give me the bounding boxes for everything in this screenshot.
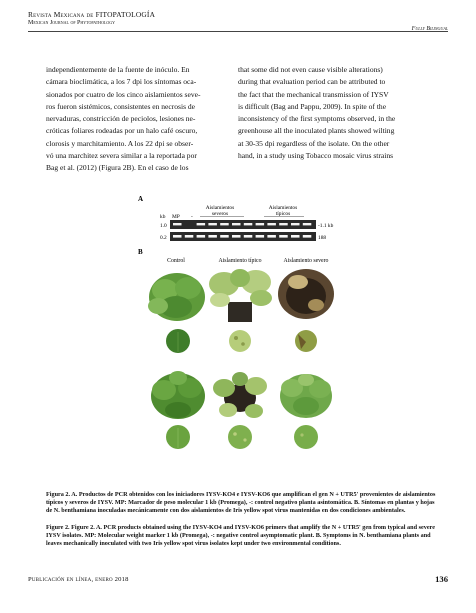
text-line: ros fueron sistémicos, consistentes en necrosis de <box>46 101 196 111</box>
text-line: the fact that the mechanical transmission of IYSV <box>238 89 389 99</box>
column-label-severe: Aislamiento severo <box>283 258 329 264</box>
gel-band-label: -1.1 kb <box>318 223 334 229</box>
leaf-severe-row2 <box>294 425 318 449</box>
caption-en <box>46 524 438 548</box>
column-label-typical: Aislamiento típico <box>218 258 262 264</box>
text-line: hand, in a study using Tobacco mosaic virus strains <box>238 151 394 161</box>
caption-es-text: A. Productos de PCR obtenidos con los iniciadores IYSV-KO4 e IYSV-KO6 que amplifican el gen N + UTR5' provenientes de aislamientos típicos y severos de IYSV. MP: Marcador de peso molecular 1 kb (Promega), -: control negativo planta asintomática. B. Síntomas en plantas y hojas de N. benthamiana inoculadas mecánicamente con dos aislamientos de Iris yellow spot virus mantenidas en dos condiciones ambientales. <box>46 491 436 514</box>
header-right-tag: Fully Bilingual <box>411 26 448 32</box>
journal-subtitle: Mexican Journal of Phytopathology <box>28 20 116 26</box>
gel-negative-label: - <box>191 214 193 220</box>
leaf-control-row2 <box>166 425 190 449</box>
column-label-control: Control <box>167 258 185 264</box>
leaf-control-row1 <box>166 329 190 353</box>
gel-band <box>291 235 300 238</box>
gel-band <box>303 223 312 225</box>
gel-group-label-typical: Aislamientos típicos <box>268 205 298 217</box>
gel-band <box>279 223 288 225</box>
text-line: nervaduras, constricción de peciolos, lesiones ne- <box>46 114 196 124</box>
gel-band <box>256 235 265 238</box>
plant-severe-row1 <box>278 269 334 319</box>
gel-kb-label: kb <box>160 214 166 220</box>
text-line: during that evaluation period can be attributed to <box>238 77 386 87</box>
gel-band <box>303 235 312 238</box>
gel-band <box>220 223 229 225</box>
text-line: vó una marchitez severa similar a la reportada por <box>46 151 197 161</box>
text-line: cámara bioclimática, a los 7 dpi los síntomas oca- <box>46 77 197 87</box>
caption-es <box>46 491 438 515</box>
gel-band <box>279 235 288 238</box>
text-line: greenhouse all the inoculated plants showed wilting <box>238 126 395 136</box>
gel-band <box>267 235 276 238</box>
footer-publication: Publicación en línea, enero 2018 <box>28 576 129 583</box>
gel-band <box>244 223 253 225</box>
plant-control-row1 <box>148 273 205 321</box>
gel-band <box>220 235 229 238</box>
header-rule <box>28 31 448 32</box>
leaf-typical-row2 <box>228 425 252 449</box>
plant-typical-row2 <box>213 372 267 418</box>
caption-es-label: Figura 2. <box>46 491 71 498</box>
gel-band <box>173 235 182 238</box>
gel-band <box>256 223 265 225</box>
gel-band <box>291 223 300 225</box>
text-line: that some did not even cause visible alterations) <box>238 65 383 74</box>
text-line: at 30-35 dpi regardless of the isolate. On the other <box>238 138 390 148</box>
gel-band <box>185 235 194 238</box>
text-line: Bag et al. (2012) (Figura 2B). En el caso de los <box>46 163 189 173</box>
panel-a-label: A <box>138 195 144 203</box>
figure-2 <box>120 192 360 482</box>
gel-band <box>232 235 241 238</box>
plant-typical-row1 <box>209 269 272 322</box>
gel-band <box>208 235 217 238</box>
gel-band <box>267 223 276 225</box>
plant-control-row2 <box>151 371 205 419</box>
gel-group-label-severe: Aislamientos severos <box>205 205 235 217</box>
text-line: is difficult (Bag and Pappu, 2009). In spite of the <box>238 101 387 111</box>
gel-band <box>173 223 182 225</box>
leaf-typical-row1 <box>229 330 251 352</box>
gel-band <box>232 223 241 225</box>
caption-en-label: Figure 2. <box>46 524 70 531</box>
gel-band-label: 188 <box>318 235 327 241</box>
text-line: inconsistency of the first symptoms observed, in the <box>238 114 396 124</box>
panel-b-label: B <box>138 248 143 256</box>
gel-band <box>244 235 253 238</box>
gel-row-label: 1.0 <box>160 223 167 229</box>
leaf-severe-row1 <box>295 330 317 352</box>
gel-mp-label: MP <box>172 214 180 220</box>
text-line: independientemente de la fuente de inóculo. En <box>46 65 190 74</box>
gel-band <box>197 235 206 238</box>
gel-band <box>208 223 217 225</box>
text-line: cróticas foliares rodeadas por un halo café oscuro, <box>46 126 198 136</box>
plant-severe-row2 <box>280 374 332 418</box>
gel-band <box>197 223 206 225</box>
text-line: clorosis y marchitamiento. A los 22 dpi se obser- <box>46 138 194 148</box>
journal-title: Revista Mexicana de FITOPATOLOGÍA <box>28 10 156 19</box>
gel-row-label: 0.2 <box>160 235 167 241</box>
caption-en-text: Figure 2. A. PCR products obtained using the IYSV-KO4 and IYSV-KO6 primers that amplify the N + UTR5' gen from typical and severe IYSV isolates. MP: Molecular weight marker 1 kb (Promega), -: negative control asymptomatic plant. B. Symptoms in N. benthamiana plants and leaves mechanically inoculated with two Iris yellow spot virus isolates kept under two environmental conditions. <box>46 524 435 547</box>
text-line: sionados por cuatro de los cinco aislamientos seve- <box>46 89 201 99</box>
left-text-column <box>46 64 244 175</box>
page-number: 136 <box>435 574 448 584</box>
right-text-column <box>238 64 436 162</box>
